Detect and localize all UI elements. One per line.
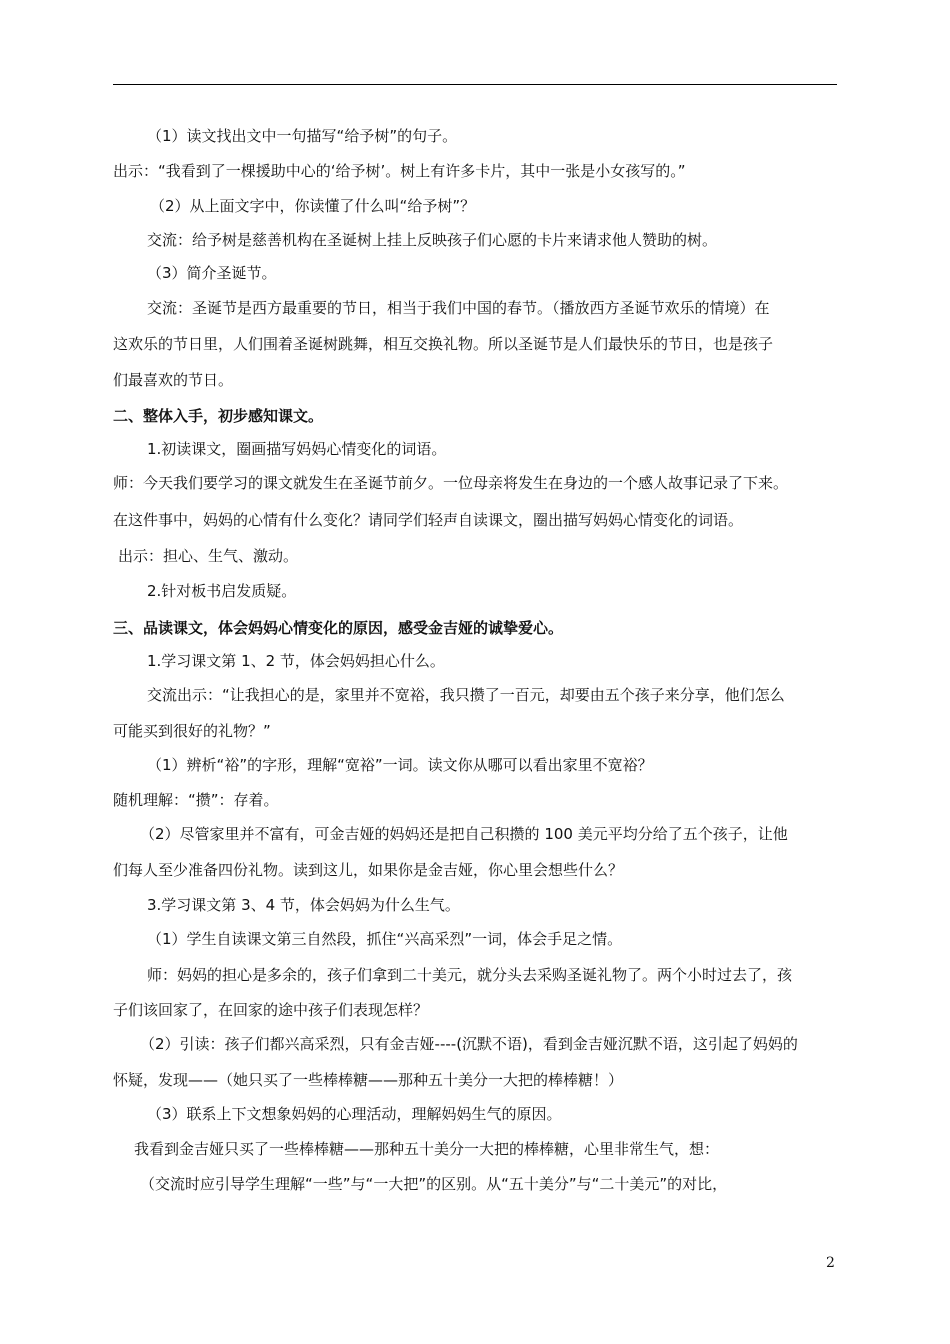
text-line: （2）尽管家里并不富有，可金吉娅的妈妈还是把自己积攒的 100 美元平均分给了五个孩子，让他 <box>140 825 788 843</box>
text-line: 在这件事中，妈妈的心情有什么变化？请同学们轻声自读课文，圈出描写妈妈心情变化的词语。 <box>113 511 744 529</box>
text-line: 随机理解：“攒”：存着。 <box>113 791 279 809</box>
text-line: 3.学习课文第 3、4 节，体会妈妈为什么生气。 <box>147 896 460 914</box>
text-line: 这欢乐的节日里，人们围着圣诞树跳舞，相互交换礼物。所以圣诞节是人们最快乐的节日，也是孩子 <box>113 335 774 353</box>
section-heading-2: 二、整体入手，初步感知课文。 <box>113 407 324 425</box>
text-line: 们最喜欢的节日。 <box>113 371 234 389</box>
text-line: （1）辨析“裕”的字形，理解“宽裕”一词。读文你从哪可以看出家里不宽裕？ <box>147 756 653 774</box>
text-line: （2）引读：孩子们都兴高采烈，只有金吉娅----(沉默不语)，看到金吉娅沉默不语，这引起了妈妈的 <box>140 1035 798 1053</box>
text-line: （交流时应引导学生理解“一些”与“一大把”的区别。从“五十美分”与“二十美元”的对比， <box>140 1175 728 1193</box>
text-line: 们每人至少准备四份礼物。读到这儿，如果你是金吉娅，你心里会想些什么？ <box>113 861 624 879</box>
text-line: （1）读文找出文中一句描写“给予树”的句子。 <box>147 127 458 145</box>
page-number: 2 <box>826 1255 835 1271</box>
text-line: 出示：“我看到了一棵援助中心的‘给予树’。树上有许多卡片，其中一张是小女孩写的。” <box>113 162 686 180</box>
text-line: 2.针对板书启发质疑。 <box>147 582 297 600</box>
text-line: 子们该回家了，在回家的途中孩子们表现怎样？ <box>113 1001 429 1019</box>
text-line: 怀疑，发现——（她只买了一些棒棒糖——那种五十美分一大把的棒棒糖！） <box>113 1071 624 1089</box>
text-line: 交流出示：“让我担心的是，家里并不宽裕，我只攒了一百元，却要由五个孩子来分享，他们怎么 <box>147 686 785 704</box>
header-rule <box>113 84 837 85</box>
text-line: 交流：圣诞节是西方最重要的节日，相当于我们中国的春节。（播放西方圣诞节欢乐的情境）在 <box>147 299 770 317</box>
text-line: （3）联系上下文想象妈妈的心理活动，理解妈妈生气的原因。 <box>147 1105 562 1123</box>
text-line: （2）从上面文字中，你读懂了什么叫“给予树”？ <box>150 197 476 215</box>
text-line: 1.初读课文，圈画描写妈妈心情变化的词语。 <box>147 440 447 458</box>
text-line: 交流：给予树是慈善机构在圣诞树上挂上反映孩子们心愿的卡片来请求他人赞助的树。 <box>147 231 718 249</box>
text-line: （1）学生自读课文第三自然段，抓住“兴高采烈”一词，体会手足之情。 <box>147 930 623 948</box>
text-line: 出示：担心、生气、激动。 <box>118 547 299 565</box>
text-line: 1.学习课文第 1、2 节，体会妈妈担心什么。 <box>147 652 445 670</box>
text-line: 我看到金吉娅只买了一些棒棒糖——那种五十美分一大把的棒棒糖，心里非常生气，想： <box>134 1140 720 1158</box>
text-line: 可能买到很好的礼物？” <box>113 722 271 740</box>
text-line: （3）简介圣诞节。 <box>147 264 277 282</box>
text-line: 师：妈妈的担心是多余的，孩子们拿到二十美元，就分头去采购圣诞礼物了。两个小时过去了，孩 <box>147 966 793 984</box>
section-heading-3: 三、品读课文，体会妈妈心情变化的原因，感受金吉娅的诚挚爱心。 <box>113 619 564 637</box>
text-line: 师：今天我们要学习的课文就发生在圣诞节前夕。一位母亲将发生在身边的一个感人故事记录了下来。 <box>113 474 789 492</box>
